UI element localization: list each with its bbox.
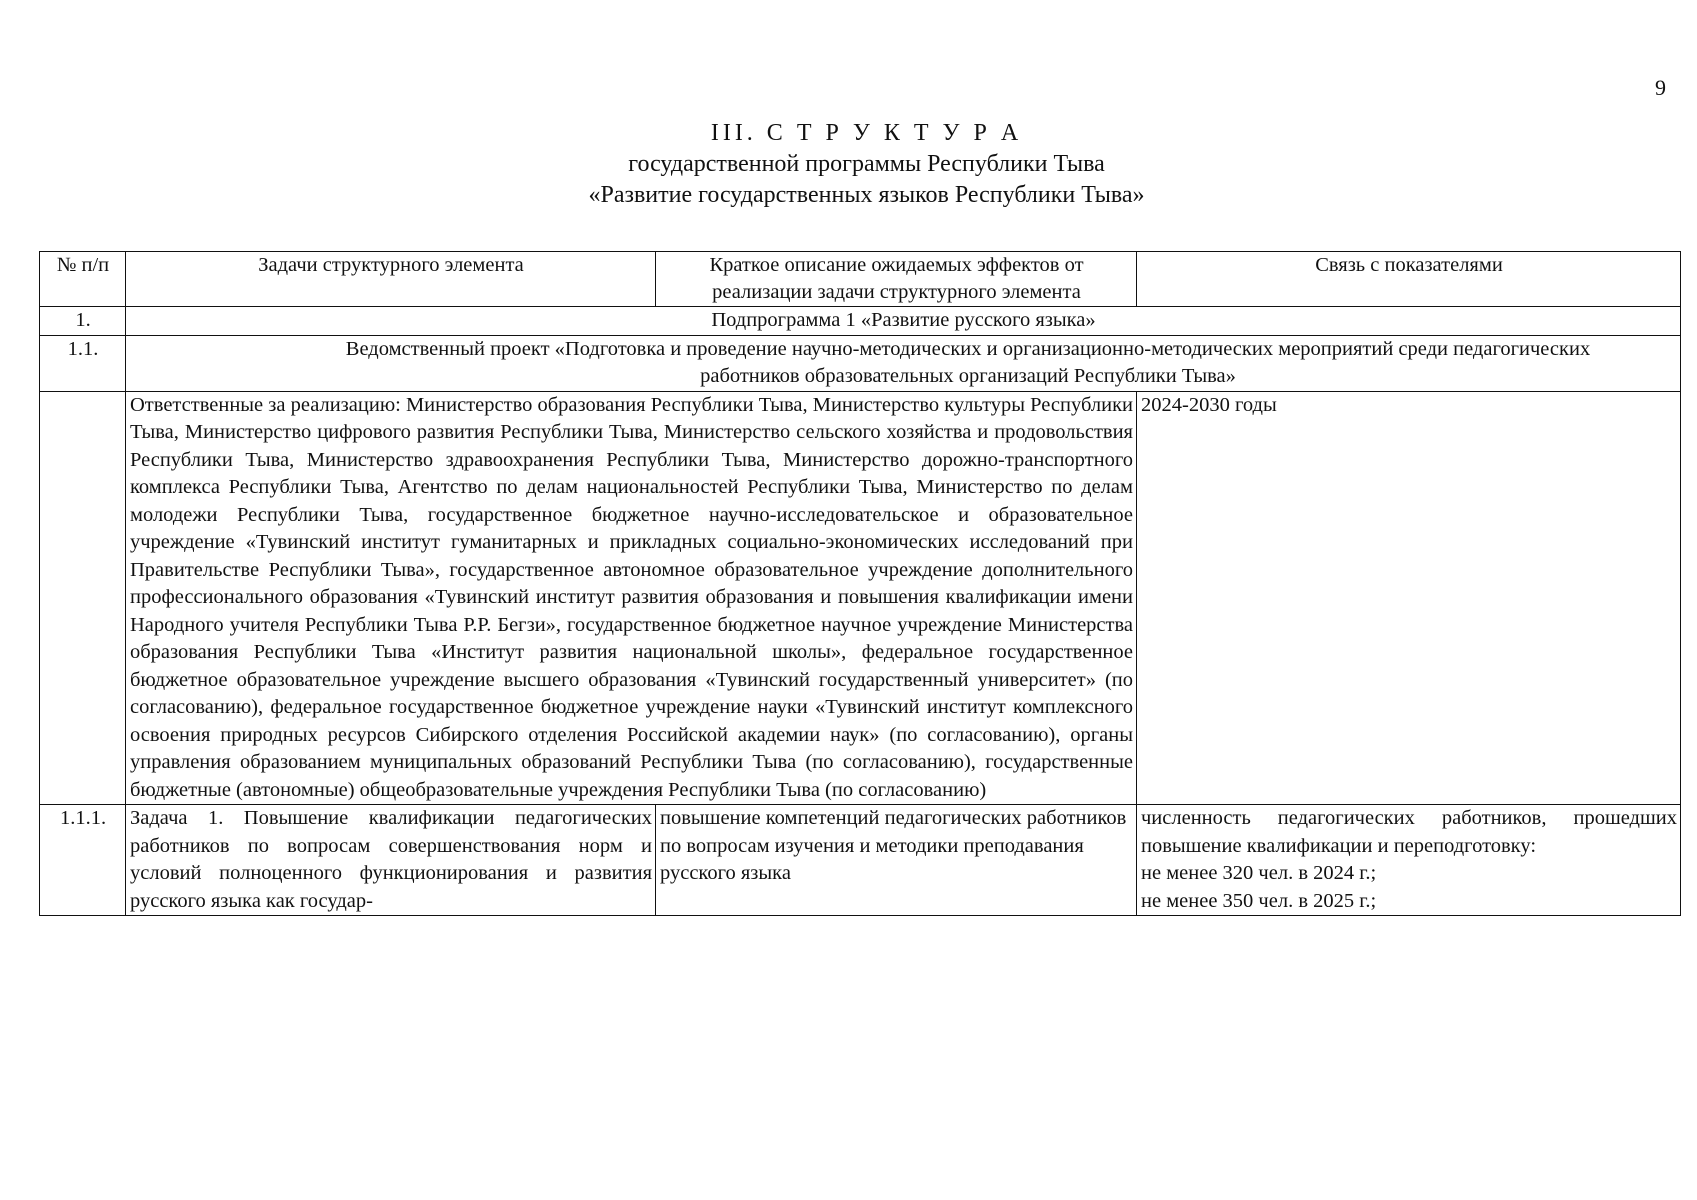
header-num: № п/п (40, 252, 126, 307)
title-subtitle: государственной программы Республики Тыва (628, 151, 1105, 177)
table-header-row (40, 252, 1681, 307)
task-num: 1.1.1. (40, 805, 126, 916)
indicator-main: численность педагогических работников, прошедших повышение квалификации и переподготовку: (1141, 807, 1677, 857)
project-row (40, 335, 1681, 391)
responsible-num (40, 391, 126, 805)
header-indicators: Связь с показателями (1137, 252, 1681, 307)
subprogram-row (40, 307, 1681, 336)
responsible-period: 2024-2030 годы (1137, 391, 1681, 805)
task-effect: повышение компетенций педагогических работников по вопросам изучения и методики преподавания русского языка (656, 805, 1137, 916)
responsible-text: Ответственные за реализацию: Министерство образования Республики Тыва, Министерство культуры Республики Тыва, Министерство цифрового развития Республики Тыва, Министерство сельского хозяйства и продовольствия Республики Тыва, Министерство здравоохранения Республики Тыва, Министерство дорожно-транспортного комплекса Республики Тыва, Агентство по делам национальностей Республики Тыва, Министерство по делам молодежи Республики Тыва, государственное бюджетное научно-исследовательское и образовательное учреждение «Тувинский институт гуманитарных и прикладных социально-экономических исследований при Правительстве Республики Тыва», государственное автономное образовательное учреждение дополнительного профессионального образования «Тувинский институт развития образования и повышения квалификации имени Народного учителя Республики Тыва Р.Р. Бегзи», государственное бюджетное научное учреждение Министерства образования Республики Тыва «Институт развития национальной школы», федеральное государственное бюджетное образовательное учреждение высшего образования «Тувинский государственный университет» (по согласованию), федеральное государственное бюджетное учреждение науки «Тувинский институт комплексного освоения природных ресурсов Сибирского отделения Российской академии наук» (по согласованию), органы управления образованием муниципальных образований Республики Тыва (по согласованию), государственные бюджетные (автономные) общеобразовательные учреждения Республики Тыва (по согласованию) (126, 391, 1137, 805)
project-num: 1.1. (40, 335, 126, 391)
subprogram-title: Подпрограмма 1 «Развитие русского языка» (126, 307, 1681, 336)
subprogram-num: 1. (40, 307, 126, 336)
title-heading: III. С Т Р У К Т У Р А (710, 120, 1023, 146)
task-text: Задача 1. Повышение квалификации педагогических работников по вопросам совершенствования норм и условий полноценного функционирования и развития русского языка как государ- (126, 805, 656, 916)
task-row (40, 805, 1681, 916)
title-program-name: «Развитие государственных языков Республики Тыва» (588, 182, 1145, 208)
indicator-2024: не менее 320 чел. в 2024 г.; (1141, 862, 1377, 884)
structure-table (39, 251, 1681, 916)
responsible-row (40, 391, 1681, 805)
indicator-2025: не менее 350 чел. в 2025 г.; (1141, 889, 1377, 912)
document-title (0, 118, 1697, 211)
task-indicators (1137, 805, 1681, 916)
header-effects: Краткое описание ожидаемых эффектов от реализации задачи структурного элемента (656, 252, 1137, 307)
header-tasks: Задачи структурного элемента (126, 252, 656, 307)
page-number: 9 (1655, 75, 1666, 100)
project-title: Ведомственный проект «Подготовка и проведение научно-методических и организационно-методических мероприятий среди педагогических работников образовательных организаций Республики Тыва» (126, 335, 1681, 391)
